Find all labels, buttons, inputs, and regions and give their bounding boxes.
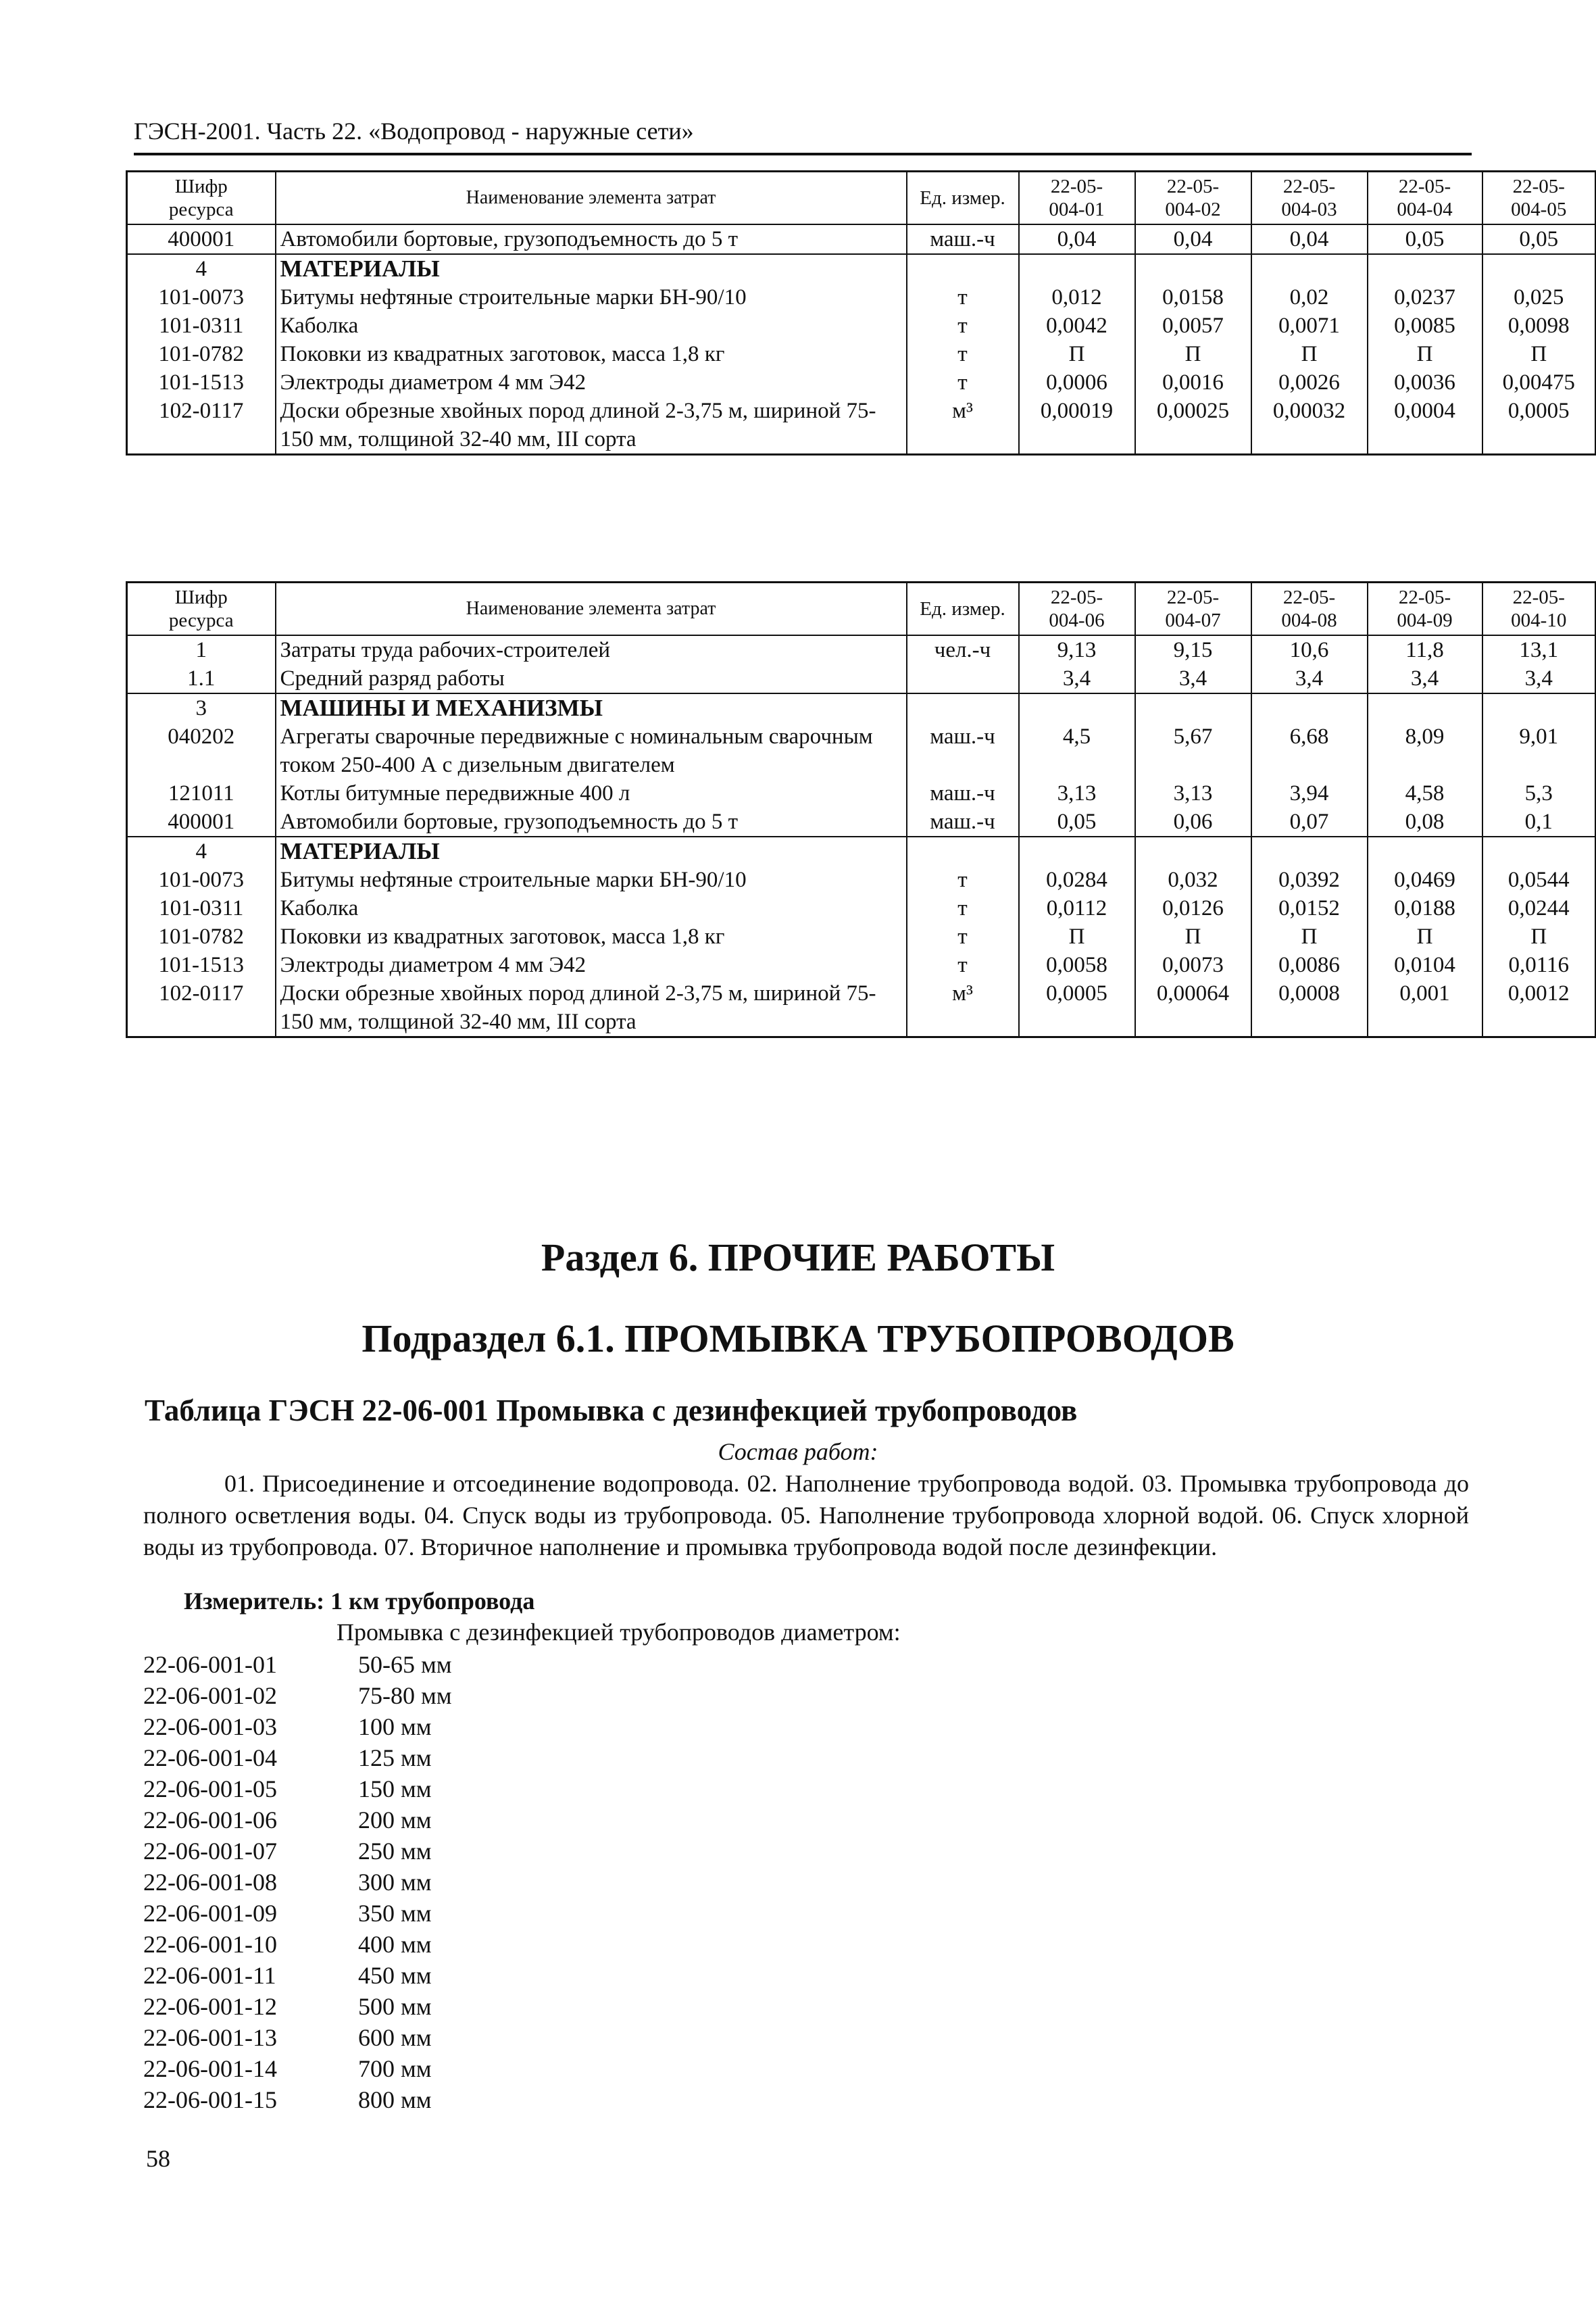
cell-norm-value: 3,4 [1135, 664, 1251, 693]
cell-norm-value: 9,13 [1019, 635, 1135, 664]
list-item [143, 1742, 452, 1773]
cell-resource-name: Средний разряд работы [276, 664, 907, 693]
cell-norm-value: 0,00475 [1482, 368, 1596, 397]
cell-resource-code: 101-0311 [127, 312, 276, 340]
table-row [127, 664, 1596, 693]
cell-resource-code: 1 [127, 635, 276, 664]
list-item [143, 1867, 452, 1898]
table-row [127, 979, 1596, 1037]
cell-resource-code: 1.1 [127, 664, 276, 693]
cell-norm-value: 0,0005 [1482, 397, 1596, 455]
cell-norm-value: 0,0073 [1135, 951, 1251, 979]
variant-code: 22-06-001-04 [143, 1744, 277, 1771]
cell-norm-value: 0,05 [1019, 808, 1135, 837]
cell-resource-name: МАШИНЫ И МЕХАНИЗМЫ [276, 693, 907, 722]
variant-code: 22-06-001-07 [143, 1838, 277, 1865]
cell-resource-name: Каболка [276, 312, 907, 340]
cell-norm-value: 0,04 [1019, 224, 1135, 254]
cell-norm-value: П [1019, 340, 1135, 368]
list-item [143, 1680, 452, 1711]
cell-norm-value: 3,13 [1019, 779, 1135, 808]
table-row [127, 283, 1596, 312]
cell-norm-value [1019, 254, 1135, 283]
variant-code: 22-06-001-14 [143, 2055, 277, 2082]
cell-norm-value: 0,025 [1482, 283, 1596, 312]
variants-intro: Промывка с дезинфекцией трубопроводов диаметром: [336, 1619, 901, 1646]
cell-norm-value: П [1368, 340, 1482, 368]
list-item [143, 1898, 452, 1929]
cell-norm-value: 0,0085 [1368, 312, 1482, 340]
variant-code: 22-06-001-15 [143, 2086, 277, 2113]
table-row [127, 808, 1596, 837]
cell-resource-code: 121011 [127, 779, 276, 808]
cell-unit: чел.-ч [907, 635, 1019, 664]
variant-code: 22-06-001-08 [143, 1869, 277, 1896]
column-header-unit: Ед. измер. [907, 583, 1019, 636]
cell-unit: т [907, 312, 1019, 340]
column-header-norm: 22-05- 004-05 [1482, 172, 1596, 225]
cell-resource-name: Поковки из квадратных заготовок, масса 1,8 кг [276, 922, 907, 951]
cell-norm-value: 0,0016 [1135, 368, 1251, 397]
cell-resource-code: 040202 [127, 722, 276, 779]
cell-resource-code: 102-0117 [127, 397, 276, 455]
table-row [127, 951, 1596, 979]
cell-norm-value: 0,0086 [1251, 951, 1368, 979]
variant-code: 22-06-001-03 [143, 1713, 277, 1740]
cell-resource-name: Каболка [276, 894, 907, 922]
cell-norm-value [1368, 837, 1482, 866]
cell-resource-code: 101-0782 [127, 922, 276, 951]
cell-norm-value: П [1135, 922, 1251, 951]
cell-norm-value: 0,0126 [1135, 894, 1251, 922]
cell-unit: м³ [907, 397, 1019, 455]
subsection-title: Подраздел 6.1. ПРОМЫВКА ТРУБОПРОВОДОВ [361, 1316, 1235, 1360]
cell-norm-value: 4,5 [1019, 722, 1135, 779]
cell-norm-value: 0,1 [1482, 808, 1596, 837]
cell-resource-code: 4 [127, 837, 276, 866]
page-number: 58 [146, 2145, 170, 2172]
cell-norm-value [1135, 693, 1251, 722]
variant-diameter: 800 мм [358, 2086, 432, 2113]
cell-norm-value: 3,94 [1251, 779, 1368, 808]
group-row [127, 837, 1596, 866]
cell-resource-name: Доски обрезные хвойных пород длиной 2-3,75 м, шириной 75-150 мм, толщиной 32-40 мм, III сорта [276, 397, 907, 455]
column-header-norm: 22-05- 004-10 [1482, 583, 1596, 636]
cell-resource-name: Электроды диаметром 4 мм Э42 [276, 951, 907, 979]
cell-norm-value [1368, 254, 1482, 283]
table-header-row [127, 583, 1596, 636]
cell-norm-value: 0,0152 [1251, 894, 1368, 922]
cell-resource-name: Доски обрезные хвойных пород длиной 2-3,75 м, шириной 75-150 мм, толщиной 32-40 мм, III сорта [276, 979, 907, 1037]
cell-unit: т [907, 368, 1019, 397]
cell-norm-value: 9,15 [1135, 635, 1251, 664]
cell-norm-value: 0,0112 [1019, 894, 1135, 922]
table-row [127, 312, 1596, 340]
cell-norm-value [1251, 693, 1368, 722]
cell-norm-value: 0,012 [1019, 283, 1135, 312]
cell-norm-value: 0,0004 [1368, 397, 1482, 455]
cell-unit [907, 693, 1019, 722]
list-item [143, 1649, 452, 1680]
list-item [143, 1711, 452, 1742]
variant-diameter: 600 мм [358, 2024, 432, 2051]
cell-resource-name: МАТЕРИАЛЫ [276, 837, 907, 866]
table-header-row [127, 172, 1596, 225]
cell-norm-value: 0,00019 [1019, 397, 1135, 455]
cell-norm-value: 6,68 [1251, 722, 1368, 779]
table-row [127, 397, 1596, 455]
cell-resource-name: Автомобили бортовые, грузоподъемность до 5 т [276, 224, 907, 254]
column-header-norm: 22-05- 004-09 [1368, 583, 1482, 636]
cell-resource-name: Поковки из квадратных заготовок, масса 1,8 кг [276, 340, 907, 368]
cell-norm-value: 0,02 [1251, 283, 1368, 312]
work-composition-text: 01. Присоединение и отсоединение водопровода. 02. Наполнение трубопровода водой. 03. Промывка трубопровода до полного осветления воды. 04. Спуск воды из трубопровода. 05. Наполнение трубопровода хлорной водой. 06. Спуск хлорной воды из трубопровода. 07. Вторичное наполнение и промывка трубопровода водой после дезинфекции. [143, 1470, 1469, 1560]
cell-norm-value: 4,58 [1368, 779, 1482, 808]
cell-norm-value: 0,001 [1368, 979, 1482, 1037]
cell-norm-value: 0,0158 [1135, 283, 1251, 312]
variant-diameter: 200 мм [358, 1806, 432, 1833]
cell-norm-value [1019, 837, 1135, 866]
cell-norm-value: 0,00025 [1135, 397, 1251, 455]
cell-norm-value: 0,0469 [1368, 866, 1482, 894]
cell-norm-value: 0,0237 [1368, 283, 1482, 312]
cell-norm-value: П [1482, 922, 1596, 951]
variant-diameter: 400 мм [358, 1931, 432, 1958]
cell-norm-value [1482, 693, 1596, 722]
cell-norm-value: 0,0006 [1019, 368, 1135, 397]
column-header-norm: 22-05- 004-01 [1019, 172, 1135, 225]
table-row [127, 368, 1596, 397]
column-header-name: Наименование элемента затрат [276, 583, 907, 636]
cell-resource-code: 101-0073 [127, 866, 276, 894]
variant-diameter: 500 мм [358, 1993, 432, 2020]
variant-code: 22-06-001-13 [143, 2024, 277, 2051]
cell-norm-value: 0,0008 [1251, 979, 1368, 1037]
cell-norm-value [1135, 837, 1251, 866]
cell-norm-value: П [1135, 340, 1251, 368]
column-header-code: Шифр ресурса [127, 172, 276, 225]
column-header-norm: 22-05- 004-08 [1251, 583, 1368, 636]
list-item [143, 1836, 452, 1867]
cell-resource-name: МАТЕРИАЛЫ [276, 254, 907, 283]
list-item [143, 2022, 452, 2053]
cell-unit: т [907, 866, 1019, 894]
cell-norm-value: 3,4 [1019, 664, 1135, 693]
cell-unit: т [907, 283, 1019, 312]
column-header-norm: 22-05- 004-07 [1135, 583, 1251, 636]
list-item [143, 1929, 452, 1960]
variant-diameter: 350 мм [358, 1900, 432, 1927]
group-row [127, 693, 1596, 722]
cell-norm-value: 0,06 [1135, 808, 1251, 837]
cell-norm-value: 0,00064 [1135, 979, 1251, 1037]
column-header-name: Наименование элемента затрат [276, 172, 907, 225]
cell-norm-value: 0,04 [1251, 224, 1368, 254]
variant-diameter: 300 мм [358, 1869, 432, 1896]
cell-norm-value: 11,8 [1368, 635, 1482, 664]
cell-norm-value [1135, 254, 1251, 283]
list-item [143, 2084, 452, 2115]
cell-norm-value: П [1482, 340, 1596, 368]
cell-norm-value [1482, 837, 1596, 866]
cell-norm-value: 0,0188 [1368, 894, 1482, 922]
cell-norm-value: 0,0042 [1019, 312, 1135, 340]
cell-resource-code: 102-0117 [127, 979, 276, 1037]
cell-norm-value: 8,09 [1368, 722, 1482, 779]
cell-resource-name: Агрегаты сварочные передвижные с номинальным сварочным током 250-400 А с дизельным двигателем [276, 722, 907, 779]
column-header-unit: Ед. измер. [907, 172, 1019, 225]
cell-resource-name: Битумы нефтяные строительные марки БН-90/10 [276, 866, 907, 894]
variant-list [143, 1649, 452, 2115]
cell-norm-value: 3,13 [1135, 779, 1251, 808]
cell-norm-value: 0,07 [1251, 808, 1368, 837]
column-header-norm: 22-05- 004-03 [1251, 172, 1368, 225]
cell-norm-value [1019, 693, 1135, 722]
list-item [143, 1773, 452, 1804]
cell-norm-value: П [1251, 340, 1368, 368]
list-item [143, 1804, 452, 1836]
cell-unit [907, 254, 1019, 283]
table-row [127, 722, 1596, 779]
cell-norm-value: 0,08 [1368, 808, 1482, 837]
cell-norm-value [1251, 837, 1368, 866]
cell-resource-name: Котлы битумные передвижные 400 л [276, 779, 907, 808]
cell-unit: маш.-ч [907, 722, 1019, 779]
cell-norm-value: П [1368, 922, 1482, 951]
cell-resource-code: 101-0782 [127, 340, 276, 368]
cell-resource-code: 400001 [127, 224, 276, 254]
cell-unit: т [907, 951, 1019, 979]
variant-diameter: 50-65 мм [358, 1651, 452, 1678]
work-composition-heading: Состав работ: [718, 1438, 878, 1465]
cell-norm-value [1368, 693, 1482, 722]
variant-code: 22-06-001-12 [143, 1993, 277, 2020]
list-item [143, 1960, 452, 1991]
cell-norm-value: 0,0244 [1482, 894, 1596, 922]
cell-resource-name: Битумы нефтяные строительные марки БН-90/10 [276, 283, 907, 312]
cell-resource-code: 3 [127, 693, 276, 722]
cell-norm-value: П [1019, 922, 1135, 951]
cell-norm-value: 0,0057 [1135, 312, 1251, 340]
cell-norm-value: 0,0036 [1368, 368, 1482, 397]
cell-resource-name: Автомобили бортовые, грузоподъемность до 5 т [276, 808, 907, 837]
variant-code: 22-06-001-11 [143, 1962, 276, 1989]
column-header-norm: 22-05- 004-06 [1019, 583, 1135, 636]
cell-norm-value: 0,0284 [1019, 866, 1135, 894]
table-row [127, 340, 1596, 368]
table-row [127, 894, 1596, 922]
cell-norm-value: 0,032 [1135, 866, 1251, 894]
cell-norm-value: 0,0116 [1482, 951, 1596, 979]
cell-norm-value: 0,0104 [1368, 951, 1482, 979]
column-header-code: Шифр ресурса [127, 583, 276, 636]
cell-unit [907, 837, 1019, 866]
group-row [127, 254, 1596, 283]
cell-resource-code: 4 [127, 254, 276, 283]
cell-resource-code: 101-1513 [127, 951, 276, 979]
cell-norm-value: П [1251, 922, 1368, 951]
variant-diameter: 125 мм [358, 1744, 432, 1771]
variant-diameter: 250 мм [358, 1838, 432, 1865]
cell-norm-value: 0,0392 [1251, 866, 1368, 894]
cell-resource-code: 101-0073 [127, 283, 276, 312]
cell-resource-code: 101-1513 [127, 368, 276, 397]
cell-unit: маш.-ч [907, 808, 1019, 837]
cell-norm-value: 0,05 [1482, 224, 1596, 254]
cell-unit: маш.-ч [907, 224, 1019, 254]
cell-resource-code: 400001 [127, 808, 276, 837]
resource-table-top [126, 170, 1596, 456]
cell-unit [907, 664, 1019, 693]
cell-norm-value: 0,0012 [1482, 979, 1596, 1037]
cell-norm-value: 3,4 [1482, 664, 1596, 693]
cell-resource-code: 101-0311 [127, 894, 276, 922]
variant-code: 22-06-001-05 [143, 1775, 277, 1802]
variant-code: 22-06-001-01 [143, 1651, 277, 1678]
table-row [127, 224, 1596, 254]
cell-unit: т [907, 922, 1019, 951]
cell-norm-value: 0,0544 [1482, 866, 1596, 894]
cell-norm-value: 0,04 [1135, 224, 1251, 254]
variant-diameter: 75-80 мм [358, 1682, 452, 1709]
cell-resource-name: Затраты труда рабочих-строителей [276, 635, 907, 664]
norm-table-title: Таблица ГЭСН 22-06-001 Промывка с дезинфекцией трубопроводов [145, 1394, 1078, 1427]
measure-unit: Измеритель: 1 км трубопровода [184, 1587, 535, 1615]
list-item [143, 2053, 452, 2084]
column-header-norm: 22-05- 004-02 [1135, 172, 1251, 225]
cell-norm-value [1482, 254, 1596, 283]
variant-code: 22-06-001-10 [143, 1931, 277, 1958]
variant-code: 22-06-001-09 [143, 1900, 277, 1927]
table-row [127, 922, 1596, 951]
table-row [127, 779, 1596, 808]
variant-diameter: 100 мм [358, 1713, 432, 1740]
cell-unit: т [907, 894, 1019, 922]
cell-resource-name: Электроды диаметром 4 мм Э42 [276, 368, 907, 397]
variant-code: 22-06-001-02 [143, 1682, 277, 1709]
page-header: ГЭСН-2001. Часть 22. «Водопровод - наружные сети» [134, 116, 1472, 155]
table-row [127, 635, 1596, 664]
variant-diameter: 150 мм [358, 1775, 432, 1802]
variant-diameter: 450 мм [358, 1962, 432, 1989]
cell-unit: м³ [907, 979, 1019, 1037]
section-title: Раздел 6. ПРОЧИЕ РАБОТЫ [541, 1235, 1055, 1279]
cell-norm-value: 13,1 [1482, 635, 1596, 664]
cell-norm-value: 0,00032 [1251, 397, 1368, 455]
cell-norm-value: 3,4 [1368, 664, 1482, 693]
cell-norm-value: 0,0098 [1482, 312, 1596, 340]
variant-code: 22-06-001-06 [143, 1806, 277, 1833]
list-item [143, 1991, 452, 2022]
cell-norm-value [1251, 254, 1368, 283]
cell-norm-value: 5,3 [1482, 779, 1596, 808]
variant-diameter: 700 мм [358, 2055, 432, 2082]
cell-norm-value: 0,0005 [1019, 979, 1135, 1037]
cell-unit: маш.-ч [907, 779, 1019, 808]
cell-unit: т [907, 340, 1019, 368]
cell-norm-value: 0,0026 [1251, 368, 1368, 397]
cell-norm-value: 0,0058 [1019, 951, 1135, 979]
cell-norm-value: 3,4 [1251, 664, 1368, 693]
cell-norm-value: 0,0071 [1251, 312, 1368, 340]
resource-table-bottom [126, 581, 1596, 1038]
cell-norm-value: 0,05 [1368, 224, 1482, 254]
cell-norm-value: 5,67 [1135, 722, 1251, 779]
column-header-norm: 22-05- 004-04 [1368, 172, 1482, 225]
table-row [127, 866, 1596, 894]
cell-norm-value: 9,01 [1482, 722, 1596, 779]
cell-norm-value: 10,6 [1251, 635, 1368, 664]
